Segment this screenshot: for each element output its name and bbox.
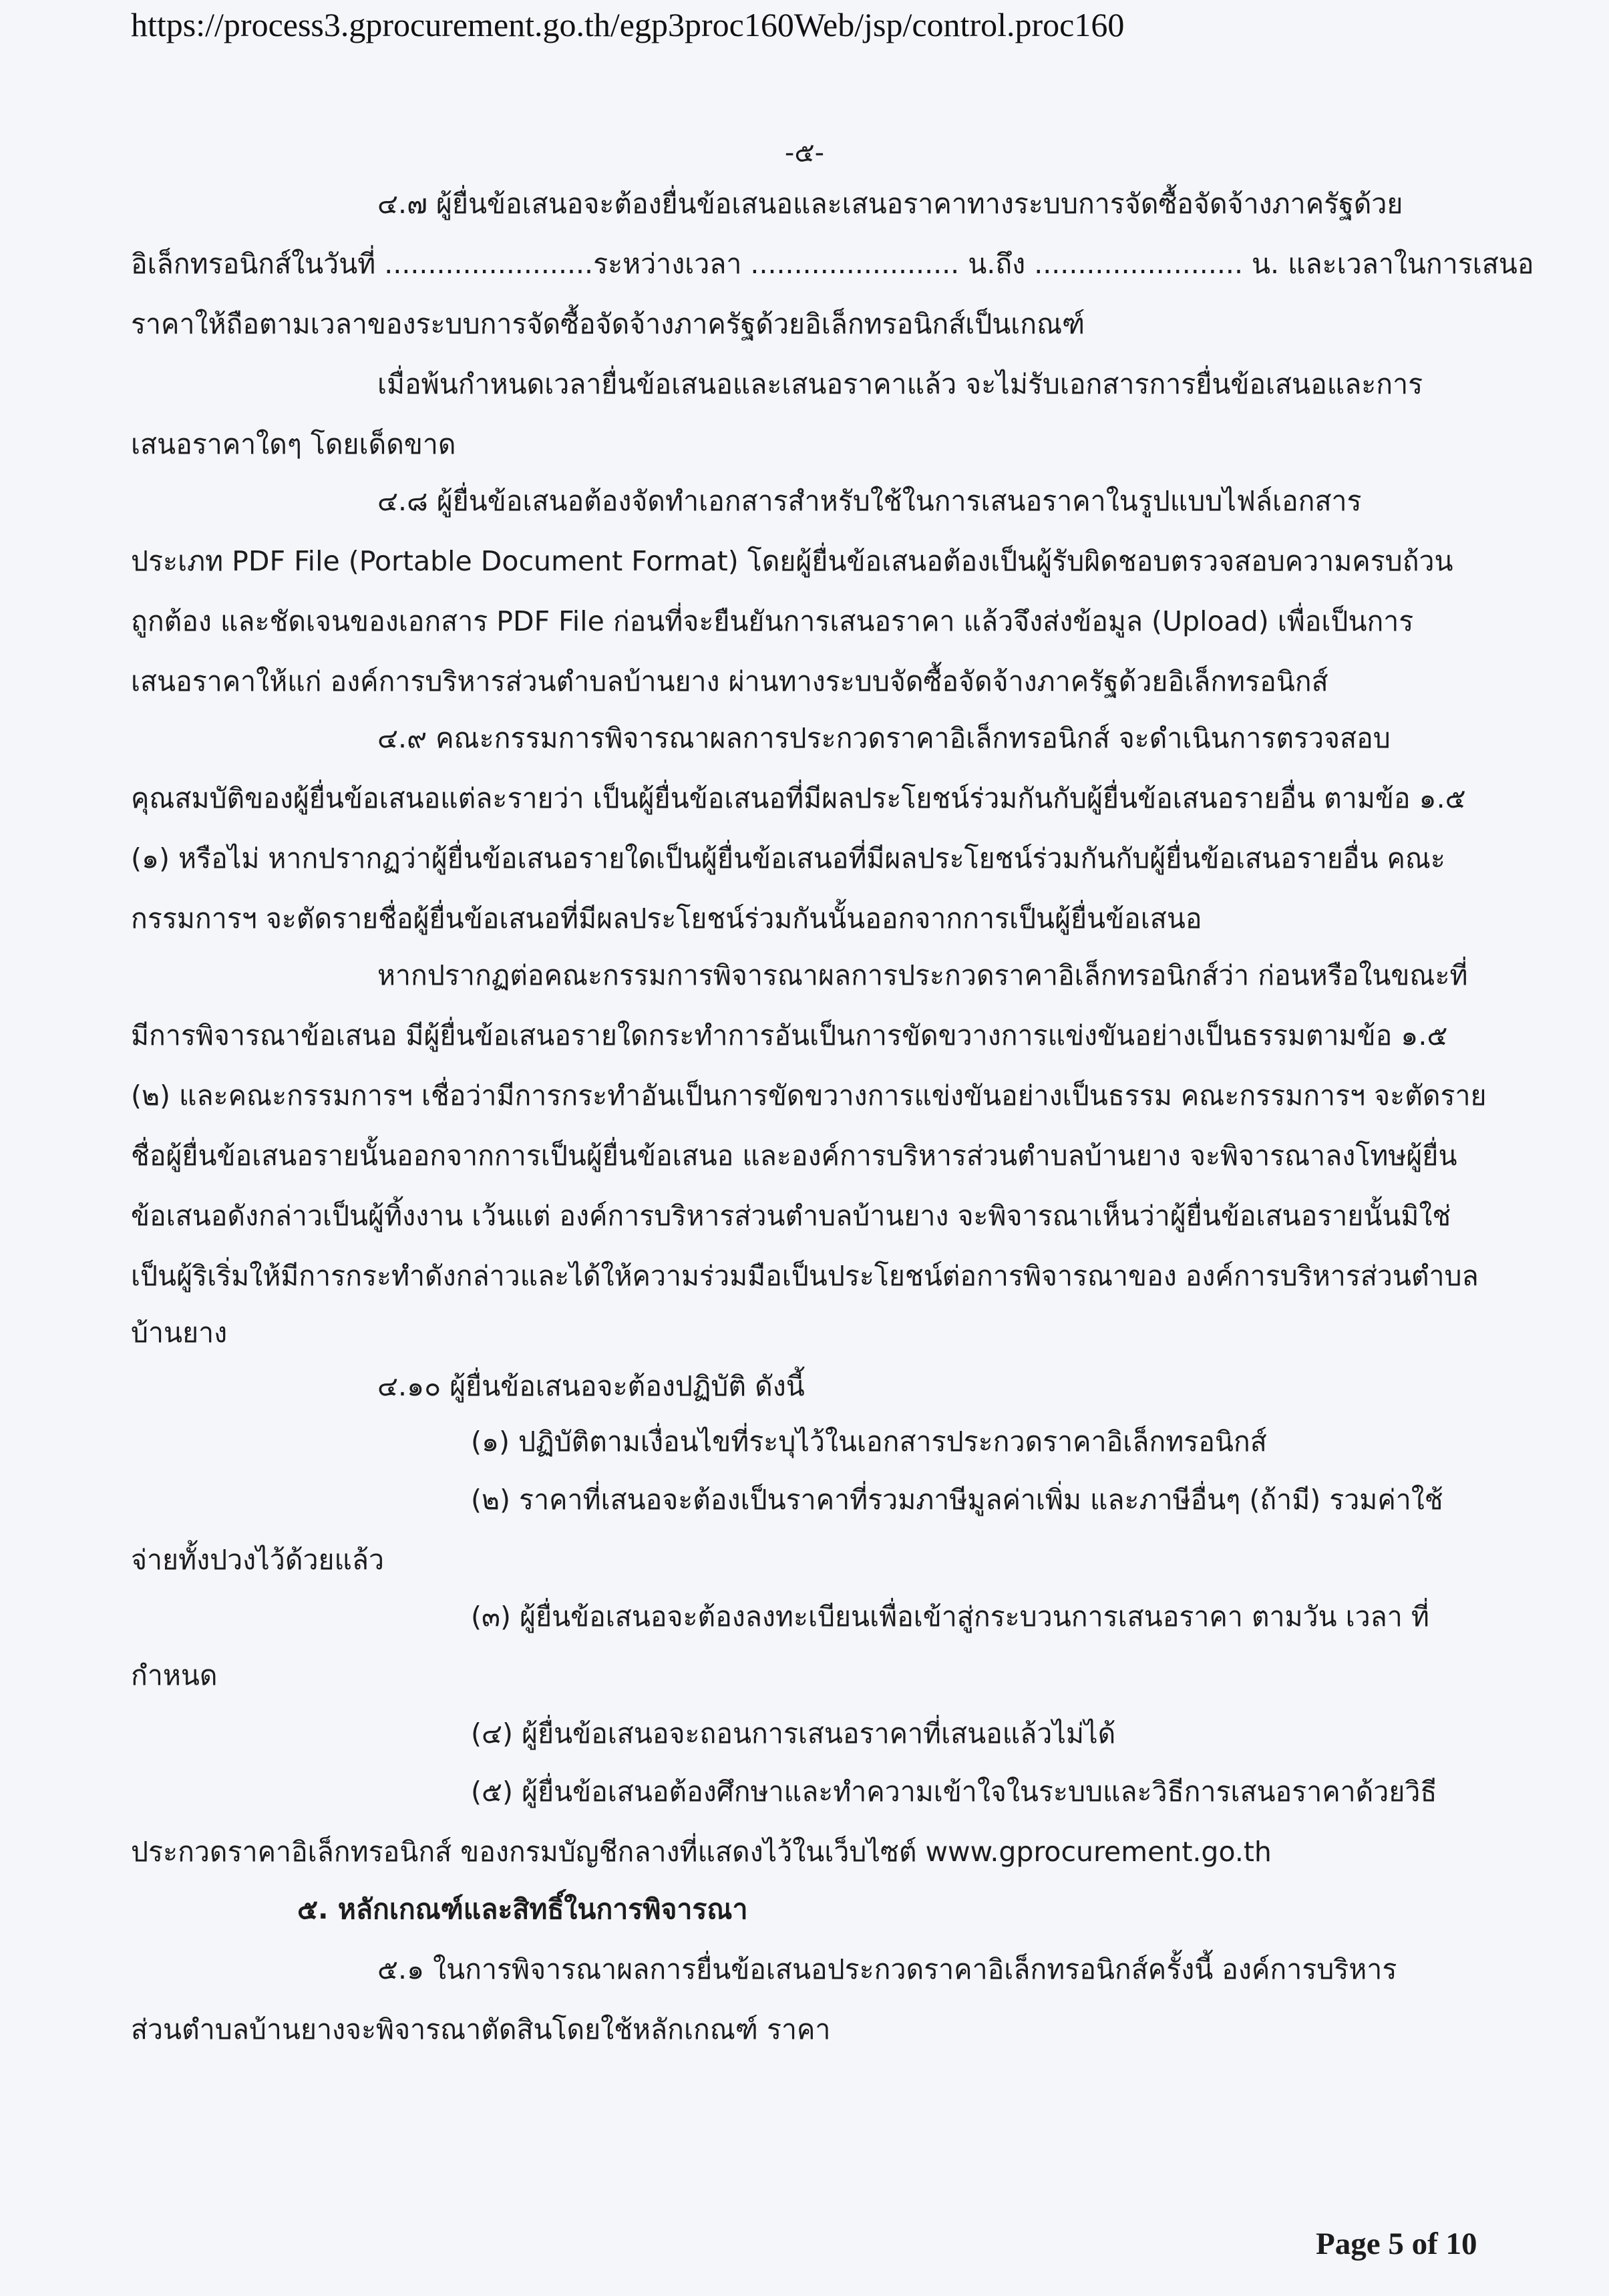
clause-4-9-line-1: ๔.๙ คณะกรรมการพิจารณาผลการประกวดราคาอิเล็กทรอนิกส์ จะดำเนินการตรวจสอบ xyxy=(377,722,1391,754)
clause-4-7-end-field: ถึง ........................ น. และเวลาในการเสนอ xyxy=(995,248,1534,280)
clause-4-7-time-field: ระหว่างเวลา ........................ น. xyxy=(593,248,996,280)
clause-4-9-line-7: (๒) และคณะกรรมการฯ เชื่อว่ามีการกระทำอันเป็นการขัดขวางการแข่งขันอย่างเป็นธรรม คณะกรรมการฯ จะตัดราย xyxy=(131,1080,1487,1112)
clause-4-10-item-2-line-1: (๒) ราคาที่เสนอจะต้องเป็นราคาที่รวมภาษีมูลค่าเพิ่ม และภาษีอื่นๆ (ถ้ามี) รวมค่าใช้ xyxy=(471,1484,1443,1516)
clause-4-9-line-6: มีการพิจารณาข้อเสนอ มีผู้ยื่นข้อเสนอรายใดกระทำการอันเป็นการขัดขวางการแข่งขันอย่างเป็นธรรมตามข้อ ๑.๕ xyxy=(131,1019,1448,1051)
clause-4-8-line-4: เสนอราคาให้แก่ องค์การบริหารส่วนตำบลบ้านยาง ผ่านทางระบบจัดซื้อจัดจ้างภาครัฐด้วยอิเล็กทรอนิกส์ xyxy=(131,665,1328,697)
clause-4-10-item-3-line-1: (๓) ผู้ยื่นข้อเสนอจะต้องลงทะเบียนเพื่อเข้าสู่กระบวนการเสนอราคา ตามวัน เวลา ที่ xyxy=(471,1601,1429,1633)
clause-4-9-line-10: เป็นผู้ริเริ่มให้มีการกระทำดังกล่าวและได้ให้ความร่วมมือเป็นประโยชน์ต่อการพิจารณาของ องค์การบริหารส่วนตำบล xyxy=(131,1260,1479,1292)
clause-4-8-line-1: ๔.๘ ผู้ยื่นข้อเสนอต้องจัดทำเอกสารสำหรับใช้ในการเสนอราคาในรูปแบบไฟล์เอกสาร xyxy=(377,485,1362,517)
clause-4-9-line-11: บ้านยาง xyxy=(131,1317,228,1349)
clause-5-1-line-1: ๕.๑ ในการพิจารณาผลการยื่นข้อเสนอประกวดราคาอิเล็กทรอนิกส์ครั้งนี้ องค์การบริหาร xyxy=(377,1953,1397,1985)
clause-4-7-line-3: ราคาให้ถือตามเวลาของระบบการจัดซื้อจัดจ้างภาครัฐด้วยอิเล็กทรอนิกส์เป็นเกณฑ์ xyxy=(131,308,1085,340)
clause-4-9-line-8: ชื่อผู้ยื่นข้อเสนอรายนั้นออกจากการเป็นผู้ยื่นข้อเสนอ และองค์การบริหารส่วนตำบลบ้านยาง จะพิจารณาลงโทษผู้ยื่น xyxy=(131,1140,1457,1172)
page-marker: -๕- xyxy=(784,138,825,168)
clause-4-7-line-2 xyxy=(131,244,1534,284)
clause-4-9-line-9: ข้อเสนอดังกล่าวเป็นผู้ทิ้งงาน เว้นแต่ องค์การบริหารส่วนตำบลบ้านยาง จะพิจารณาเห็นว่าผู้ยื่นข้อเสนอรายนั้นมิใช่ xyxy=(131,1200,1451,1232)
clause-4-9-line-2: คุณสมบัติของผู้ยื่นข้อเสนอแต่ละรายว่า เป็นผู้ยื่นข้อเสนอที่มีผลประโยชน์ร่วมกันกับผู้ยื่นข้อเสนอรายอื่น ตามข้อ ๑.๕ xyxy=(131,782,1466,814)
clause-4-10-heading: ๔.๑๐ ผู้ยื่นข้อเสนอจะต้องปฏิบัติ ดังนี้ xyxy=(377,1370,805,1402)
clause-4-9-line-4: กรรมการฯ จะตัดรายชื่อผู้ยื่นข้อเสนอที่มีผลประโยชน์ร่วมกันนั้นออกจากการเป็นผู้ยื่นข้อเสนอ xyxy=(131,903,1202,935)
clause-4-7-date-field: อิเล็กทรอนิกส์ในวันที่ ........................ xyxy=(131,248,594,280)
clause-5-1-line-2: ส่วนตำบลบ้านยางจะพิจารณาตัดสินโดยใช้หลักเกณฑ์ ราคา xyxy=(131,2013,831,2045)
clause-4-10-item-2-line-2: จ่ายทั้งปวงไว้ด้วยแล้ว xyxy=(131,1544,385,1576)
clause-4-7-line-4: เมื่อพ้นกำหนดเวลายื่นข้อเสนอและเสนอราคาแล้ว จะไม่รับเอกสารการยื่นข้อเสนอและการ xyxy=(377,368,1423,400)
clause-4-9-line-3: (๑) หรือไม่ หากปรากฏว่าผู้ยื่นข้อเสนอรายใดเป็นผู้ยื่นข้อเสนอที่มีผลประโยชน์ร่วมกันกับผู้ยื่นข้อเสนอรายอื่น คณะ xyxy=(131,842,1445,874)
clause-4-10-item-3-line-2: กำหนด xyxy=(131,1659,218,1691)
clause-4-7-line-1: ๔.๗ ผู้ยื่นข้อเสนอจะต้องยื่นข้อเสนอและเสนอราคาทางระบบการจัดซื้อจัดจ้างภาครัฐด้วย xyxy=(377,188,1403,220)
page-footer: Page 5 of 10 xyxy=(1316,2227,1477,2261)
section-5-heading: ๕. หลักเกณฑ์และสิทธิ์ในการพิจารณา xyxy=(297,1893,748,1925)
clause-4-9-line-5: หากปรากฏต่อคณะกรรมการพิจารณาผลการประกวดราคาอิเล็กทรอนิกส์ว่า ก่อนหรือในขณะที่ xyxy=(377,959,1468,991)
clause-4-10-item-5-line-1: (๕) ผู้ยื่นข้อเสนอต้องศึกษาและทำความเข้าใจในระบบและวิธีการเสนอราคาด้วยวิธี xyxy=(471,1776,1437,1808)
clause-4-10-item-1: (๑) ปฏิบัติตามเงื่อนไขที่ระบุไว้ในเอกสารประกวดราคาอิเล็กทรอนิกส์ xyxy=(471,1426,1267,1458)
clause-4-10-item-5-line-2: ประกวดราคาอิเล็กทรอนิกส์ ของกรมบัญชีกลางที่แสดงไว้ในเว็บไซต์ www.gprocurement.go.th xyxy=(131,1836,1272,1868)
clause-4-8-line-2: ประเภท PDF File (Portable Document Format) โดยผู้ยื่นข้อเสนอต้องเป็นผู้รับผิดชอบตรวจสอบความครบถ้วน xyxy=(131,545,1453,577)
clause-4-8-line-3: ถูกต้อง และชัดเจนของเอกสาร PDF File ก่อนที่จะยืนยันการเสนอราคา แล้วจึงส่งข้อมูล (Upload) เพื่อเป็นการ xyxy=(131,605,1414,637)
clause-4-10-item-4: (๔) ผู้ยื่นข้อเสนอจะถอนการเสนอราคาที่เสนอแล้วไม่ได้ xyxy=(471,1717,1116,1750)
clause-4-7-line-5: เสนอราคาใดๆ โดยเด็ดขาด xyxy=(131,428,456,460)
url-header: https://process3.gprocurement.go.th/egp3proc160Web/jsp/control.proc160 xyxy=(131,6,1125,43)
